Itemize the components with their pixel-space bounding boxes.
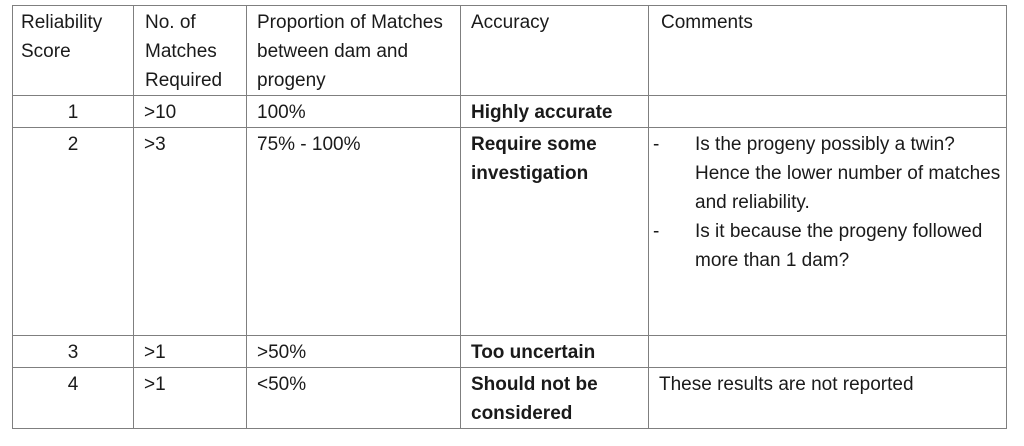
proportion-cell: 100% xyxy=(247,96,461,128)
matches-cell: >10 xyxy=(134,96,247,128)
comments-cell xyxy=(649,336,1007,368)
dash-bullet-icon: - xyxy=(653,134,660,155)
table-header-row xyxy=(13,6,1007,96)
score-cell: 1 xyxy=(13,96,134,128)
proportion-cell: <50% xyxy=(247,368,461,429)
header-accuracy: Accuracy xyxy=(461,6,649,96)
header-matches-required: No. of Matches Required xyxy=(134,6,247,96)
table-row xyxy=(13,96,1007,128)
comments-cell: These results are not reported xyxy=(649,368,1007,429)
matches-cell: >1 xyxy=(134,336,247,368)
comments-bullet-list xyxy=(653,130,1006,275)
accuracy-cell: Highly accurate xyxy=(461,96,649,128)
reliability-table xyxy=(12,5,1007,429)
header-proportion: Proportion of Matches between dam and progeny xyxy=(247,6,461,96)
score-cell: 4 xyxy=(13,368,134,429)
proportion-cell: 75% - 100% xyxy=(247,128,461,336)
comments-cell xyxy=(649,128,1007,336)
table-row xyxy=(13,336,1007,368)
list-item xyxy=(653,130,1006,217)
accuracy-cell: Require some investigation xyxy=(461,128,649,336)
score-cell: 2 xyxy=(13,128,134,336)
score-cell: 3 xyxy=(13,336,134,368)
comments-cell xyxy=(649,96,1007,128)
header-reliability-score: Reliability Score xyxy=(13,6,134,96)
proportion-cell: >50% xyxy=(247,336,461,368)
matches-cell: >3 xyxy=(134,128,247,336)
comment-text: Is the progeny possibly a twin? Hence the lower number of matches and reliability. xyxy=(695,134,1001,213)
table-row xyxy=(13,128,1007,336)
list-item xyxy=(653,217,1006,275)
comment-text: Is it because the progeny followed more than 1 dam? xyxy=(695,221,983,271)
accuracy-cell: Should not be considered xyxy=(461,368,649,429)
dash-bullet-icon: - xyxy=(653,221,660,242)
header-comments: Comments xyxy=(649,6,1007,96)
table-row xyxy=(13,368,1007,429)
accuracy-cell: Too uncertain xyxy=(461,336,649,368)
matches-cell: >1 xyxy=(134,368,247,429)
